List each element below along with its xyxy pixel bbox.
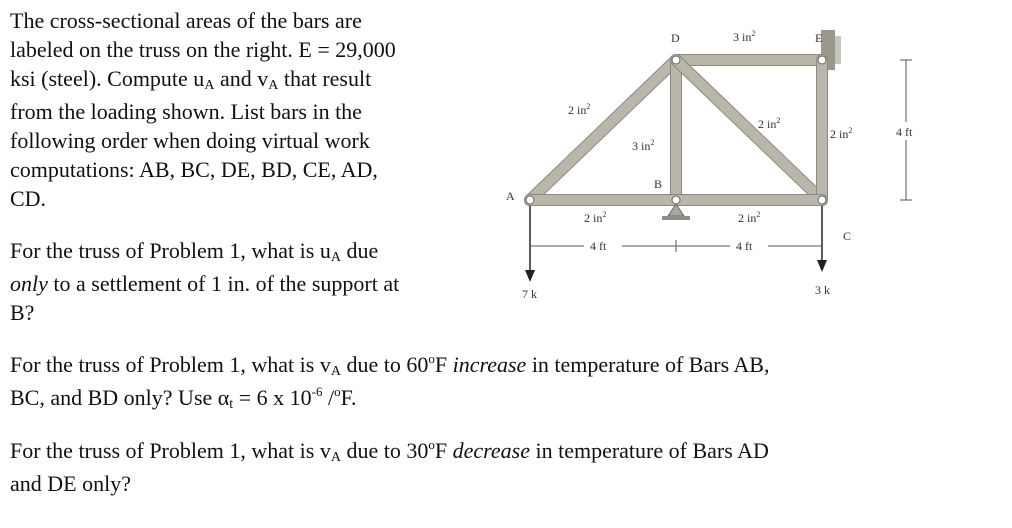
p1-line-3a: ksi (steel). Compute u [10, 66, 205, 91]
p3-part-f: BC, and BD only? Use α [10, 385, 230, 410]
problem-4-text [10, 436, 1000, 498]
problem-1-text [10, 6, 470, 213]
label-area-de: 3 $in^2$ [733, 29, 756, 44]
p3-part-h: / [322, 385, 335, 410]
p4-part-b: due to 30 [340, 438, 429, 463]
p3-sub-a: A [330, 364, 341, 379]
p2-sub-a: A [330, 250, 341, 265]
p4-italic-decrease: decrease [452, 438, 530, 463]
problem-2-text [10, 236, 480, 327]
p4-part-c: F [434, 438, 453, 463]
p1-sub-a1: A [204, 78, 215, 93]
label-dim-height: 4 ft [896, 125, 913, 139]
label-node-e: E [815, 31, 823, 45]
p2-part-a: For the truss of Problem 1, what is u [10, 238, 331, 263]
label-dim-right: 4 ft [736, 239, 753, 253]
label-area-ad: 2 $in^2$ [568, 102, 591, 117]
p2-italic-only: only [10, 271, 48, 296]
p3-part-g: = 6 x 10 [233, 385, 312, 410]
p4-part-e: in temperature of Bars AD [529, 438, 769, 463]
support-base-b [662, 216, 690, 220]
label-area-bc: 2 $in^2$ [738, 210, 761, 225]
p2-part-d: to a settlement of 1 in. of the support at [47, 271, 400, 296]
figure-background [496, 8, 928, 310]
label-node-b: B [654, 177, 663, 191]
p1-line-7: CD. [10, 186, 47, 211]
joint-a [526, 196, 534, 204]
label-node-c: C [843, 229, 852, 243]
label-load-c: 3 k [815, 283, 830, 297]
p3-sub-t: t [229, 397, 234, 412]
p1-line-1: The cross-sectional areas of the bars are [10, 8, 362, 33]
joint-c [818, 196, 826, 204]
p4-degree: o [428, 437, 435, 452]
p4-part-a: For the truss of Problem 1, what is v [10, 438, 331, 463]
label-area-bd: 3 $in^2$ [632, 138, 655, 153]
p1-line-4: from the loading shown. List bars in the [10, 99, 362, 124]
label-node-a: A [506, 189, 515, 203]
p1-line-2: labeled on the truss on the right. E = 29,000 [10, 37, 396, 62]
p3-part-a: For the truss of Problem 1, what is v [10, 352, 331, 377]
p3-degree-1: o [428, 351, 435, 366]
p1-line-3b: and v [214, 66, 269, 91]
p2-part-e: B? [10, 300, 35, 325]
truss-figure [496, 8, 928, 310]
problem-3-text [10, 350, 1000, 416]
p3-part-c: F [434, 352, 453, 377]
p4-part-f: and DE only? [10, 471, 131, 496]
p4-sub-a: A [330, 450, 341, 465]
joint-e [818, 56, 826, 64]
p3-italic-increase: increase [452, 352, 527, 377]
label-area-ab: 2 $in^2$ [584, 210, 607, 225]
p1-line-3c: that result [278, 66, 372, 91]
wall-plate-e [835, 36, 841, 64]
p1-line-6: computations: AB, BC, DE, BD, CE, AD, [10, 157, 378, 182]
p2-part-b: due [340, 238, 379, 263]
joint-b [672, 196, 680, 204]
label-area-cd: 2 $in^2$ [758, 116, 781, 131]
label-dim-left: 4 ft [590, 239, 607, 253]
label-load-a: 7 k [522, 287, 537, 301]
p3-degree-2: o [334, 384, 341, 399]
p3-exponent: -6 [311, 384, 323, 399]
p3-part-i: F. [340, 385, 357, 410]
p1-sub-a2: A [268, 78, 279, 93]
joint-d [672, 56, 680, 64]
label-node-d: D [671, 31, 680, 45]
p3-part-e: in temperature of Bars AB, [526, 352, 770, 377]
p3-part-b: due to 60 [340, 352, 429, 377]
p1-line-5: following order when doing virtual work [10, 128, 370, 153]
label-area-ce: 2 $in^2$ [830, 126, 853, 141]
